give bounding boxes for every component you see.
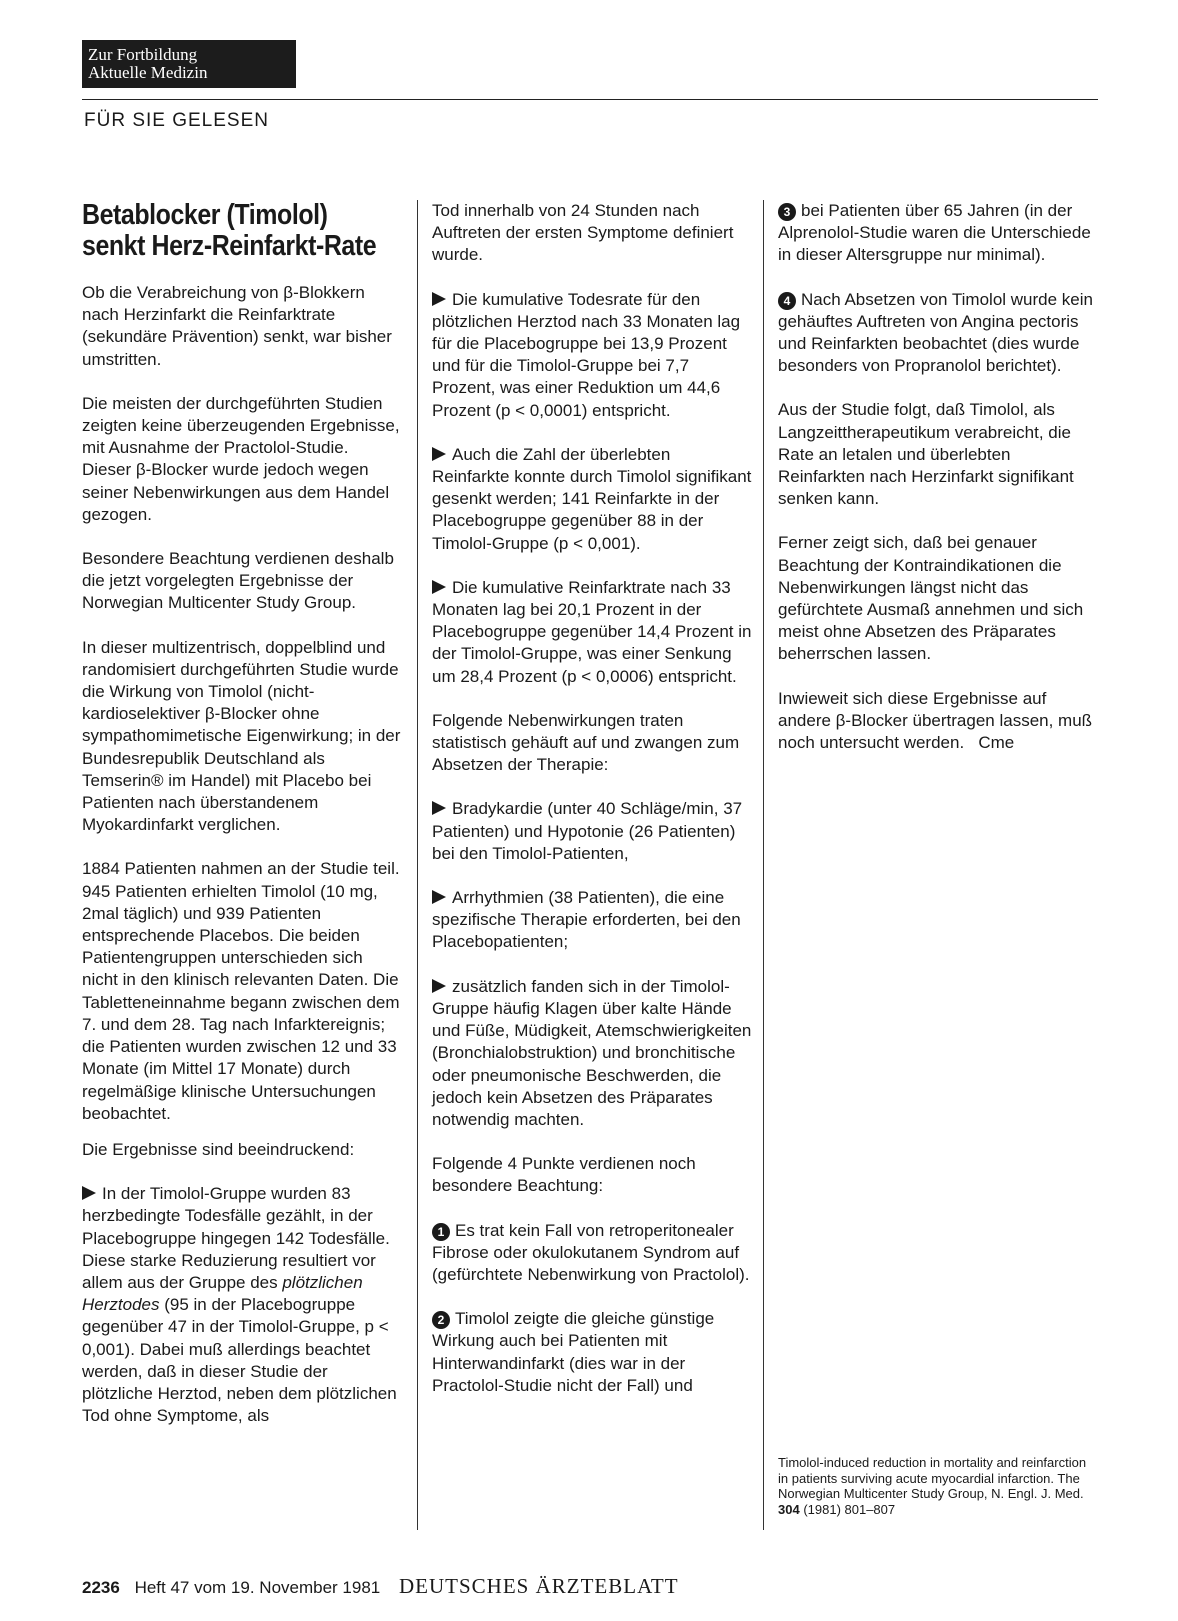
page-footer [82,1574,679,1599]
title-line-1: Betablocker (Timolol) [82,199,328,231]
numbered-paragraph: 2 Timolol zeigte die gleiche günstige Wirkung auch bei Patienten mit Hinterwandinfarkt (dies war in der Practolol-Studie nicht der Fall) und [432,1309,715,1395]
column-divider-2 [763,200,764,1530]
paragraph: Tod innerhalb von 24 Stunden nach Auftreten der ersten Symptome definiert wurde. [432,201,734,265]
numbered-paragraph: 4 Nach Absetzen von Timolol wurde kein gehäuftes Auftreten von Angina pectoris und Reinfarkten beobachtet (dies wurde besonders von Propranolol berichtet). [778,289,1093,376]
column-3 [778,200,1098,776]
author-signature: Cme [978,733,1015,753]
triangle-bullet-icon [82,1186,96,1200]
department-header-box [82,40,296,88]
number-2-icon: 2 [432,1311,450,1329]
title-line-2: senkt Herz-Reinfarkt-Rate [82,230,377,262]
number-3-icon: 3 [778,203,796,221]
bullet-paragraph: zusätzlich fanden sich in der Timolol-Gruppe häufig Klagen über kalte Hände und Füße, Müdigkeit, Atemschwierigkeiten (Bronchialobstruktion) und bronchitische oder pneumonische Beschwerden, die jedoch kein Absetzen des Präparates notwendig machten. [432,976,752,1129]
column-divider-1 [417,200,418,1530]
paragraph: Die meisten der durchgeführten Studien zeigten keine überzeugenden Ergebnisse, mit Ausnahme der Practolol-Studie. Dieser β-Blocker wurde jedoch wegen seiner Nebenwirkungen aus dem Handel gezogen. [82,393,400,524]
bullet-paragraph: Auch die Zahl der überlebten Reinfarkte konnte durch Timolol signifikant gesenkt werden; 141 Reinfarkte in der Placebogruppe gegenüber 88 in der Timolol-Gruppe (p < 0,001). [432,444,752,553]
bullet-paragraph: Bradykardie (unter 40 Schläge/min, 37 Patienten) und Hypotonie (26 Patienten) bei den Timolol-Patienten, [432,799,743,863]
triangle-bullet-icon [432,447,446,461]
emphasis: plötzlichen Herztodes [82,1272,363,1315]
paragraph: Ob die Verabreichung von β-Blokkern nach Herzinfarkt die Reinfarktrate (sekundäre Prävention) senkt, war bisher umstritten. [82,283,392,369]
numbered-paragraph: 1 Es trat kein Fall von retroperitonealer Fibrose oder okulokutanem Syndrom auf (gefürchtete Nebenwirkung von Practolol). [432,1220,750,1284]
triangle-bullet-icon [432,292,446,306]
paragraph: Besondere Beachtung verdienen deshalb die jetzt vorgelegten Ergebnisse der Norwegian Multicenter Study Group. [82,549,394,613]
header-rule [82,99,1098,100]
bullet-paragraph: Die kumulative Todesrate für den plötzlichen Herztod nach 33 Monaten lag für die Placebogruppe bei 13,9 Prozent und für die Timolol-Gruppe bei 7,7 Prozent, was einer Reduktion um 44,6 Prozent (p < 0,0001) entspricht. [432,289,741,420]
article-title [82,200,409,262]
paragraph: 1884 Patienten nahmen an der Studie teil. 945 Patienten erhielten Timolol (10 mg, 2mal täglich) und 939 Patienten entsprechende Placebos. Die beiden Patientengruppen unterschieden sich nicht in den klinisch relevanten Daten. Die Tabletteneinnahme begann zwischen dem 7. und dem 28. Tag nach Infarktereignis; die Patienten wurden zwischen 12 und 33 Monate (im Mittel 17 Monate) durch regelmäßige klinische Untersuchungen beobachtet. [82,859,400,1123]
reference-citation: Timolol-induced reduction in mortality and reinfarction in patients surviving acute myocardial infarction. The Norwegian Multicenter Study Group, N. Engl. J. Med. 304 (1981) 801–807 [778,1455,1087,1517]
triangle-bullet-icon [432,801,446,815]
header-line-1: Zur Fortbildung [88,45,198,64]
column-2 [432,200,752,1419]
triangle-bullet-icon [432,890,446,904]
numbered-paragraph: 3 bei Patienten über 65 Jahren (in der Alprenolol-Studie waren die Unterschiede in dieser Altersgruppe nur minimal). [778,201,1091,265]
number-1-icon: 1 [432,1223,450,1241]
paragraph: Inwieweit sich diese Ergebnisse auf andere β-Blocker übertragen lassen, muß noch untersucht werden. Cme [778,688,1093,753]
paragraph: Folgende 4 Punkte verdienen noch besondere Beachtung: [432,1154,696,1196]
bullet-paragraph: Arrhythmien (38 Patienten), die eine spezifische Therapie erforderten, bei den Placebopatienten; [432,888,741,952]
paragraph: Ferner zeigt sich, daß bei genauer Beachtung der Kontraindikationen die Nebenwirkungen längst nicht das gefürchtete Ausmaß annehmen und sich meist ohne Absetzen des Präparates beherrschen lassen. [778,533,1084,664]
volume-number: 304 [778,1501,800,1517]
header-line-2: Aktuelle Medizin [88,63,208,82]
column-1 [82,200,402,1449]
journal-name: DEUTSCHES ÄRZTEBLATT [398,1574,679,1598]
paragraph: Aus der Studie folgt, daß Timolol, als Langzeittherapeutikum verabreicht, die Rate an letalen und überlebten Reinfarkten nach Herzinfarkt signifikant senken kann. [778,400,1074,509]
paragraph: In dieser multizentrisch, doppelblind und randomisiert durchgeführten Studie wurde die Wirkung von Timolol (nicht-kardioselektiver β-Blocker ohne sympathomimetische Eigenwirkung; in der Bundesrepublik Deutschland als Temserin® im Handel) mit Placebo bei Patienten nach überstandenem Myokardinfarkt verglichen. [82,637,401,835]
number-4-icon: 4 [778,292,796,310]
issue-info: Heft 47 vom 19. November 1981 [134,1578,381,1597]
page-number: 2236 [82,1578,120,1597]
triangle-bullet-icon [432,979,446,993]
bullet-paragraph: In der Timolol-Gruppe wurden 83 herzbedingte Todesfälle gezählt, in der Placebogruppe hingegen 142 Todesfälle. Diese starke Reduzierung resultiert vor allem aus der Gruppe des plötzlichen Herztodes (95 in der Placebogruppe gegenüber 47 in der Timolol-Gruppe, p < 0,001). Dabei muß allerdings beachtet werden, daß in dieser Studie der plötzliche Herztod, neben dem plötzlichen Tod ohne Symptome, als [82,1184,397,1426]
triangle-bullet-icon [432,580,446,594]
bullet-paragraph: Die kumulative Reinfarktrate nach 33 Monaten lag bei 20,1 Prozent in der Placebogruppe gegenüber 14,4 Prozent in der Timolol-Gruppe, was einer Senkung um 28,4 Prozent (p < 0,0006) entspricht. [432,577,752,686]
section-label: FÜR SIE GELESEN [84,110,269,131]
paragraph: Die Ergebnisse sind beeindruckend: [82,1139,355,1159]
paragraph: Folgende Nebenwirkungen traten statistisch gehäuft auf und zwangen zum Absetzen der Therapie: [432,710,740,775]
